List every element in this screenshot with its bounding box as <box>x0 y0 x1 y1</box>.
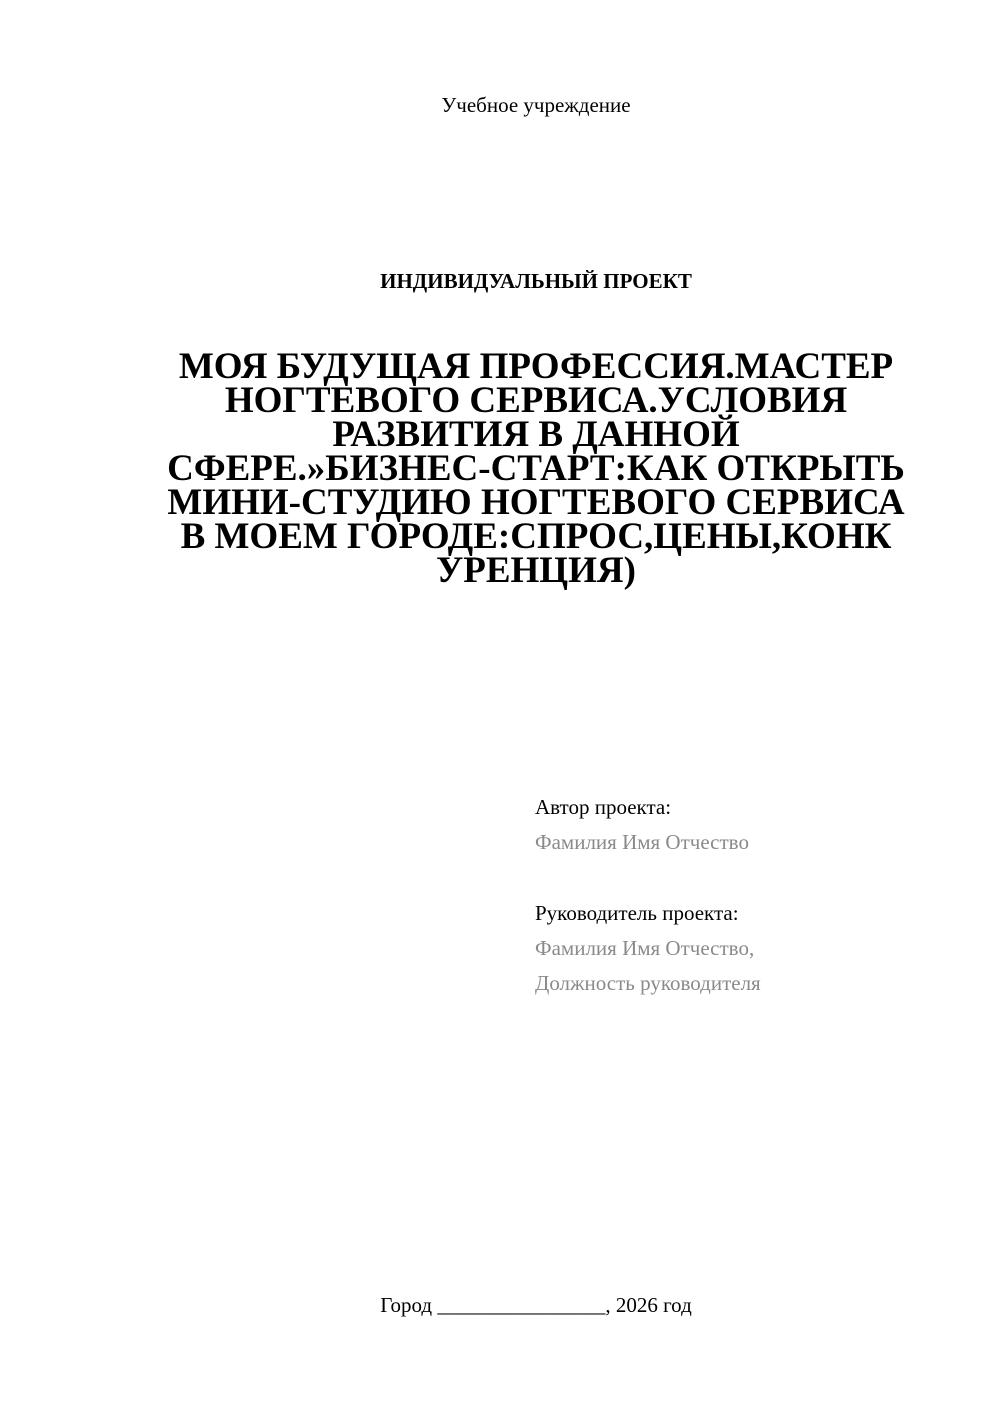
project-title-line: МИНИ-СТУДИЮ НОГТЕВОГО СЕРВИСА <box>167 482 905 523</box>
project-title-line: МОЯ БУДУЩАЯ ПРОФЕССИЯ.МАСТЕР <box>178 346 894 387</box>
institution-name: Учебное учреждение <box>441 93 631 117</box>
supervisor-name-placeholder: Фамилия Имя Отчество, <box>535 936 755 960</box>
author-label: Автор проекта: <box>535 795 672 819</box>
project-title-line: НОГТЕВОГО СЕРВИСА.УСЛОВИЯ <box>224 380 848 421</box>
project-title-line: В МОЕМ ГОРОДЕ:СПРОС,ЦЕНЫ,КОНК <box>180 516 892 557</box>
author-name-placeholder: Фамилия Имя Отчество <box>535 830 749 854</box>
project-title <box>140 346 932 591</box>
project-title-line: РАЗВИТИЯ В ДАННОЙ <box>332 414 740 455</box>
city-year-line: Город ________________, 2026 год <box>380 1293 692 1317</box>
spacer <box>535 860 761 896</box>
document-type: ИНДИВИДУАЛЬНЫЙ ПРОЕКТ <box>380 269 692 293</box>
project-title-line: УРЕНЦИЯ) <box>436 550 636 591</box>
supervisor-label: Руководитель проекта: <box>535 901 739 925</box>
credits-block <box>535 790 761 1001</box>
supervisor-position-placeholder: Должность руководителя <box>535 971 761 995</box>
project-title-line: СФЕРЕ.»БИЗНЕС-СТАРТ:КАК ОТКРЫТЬ <box>167 448 905 489</box>
